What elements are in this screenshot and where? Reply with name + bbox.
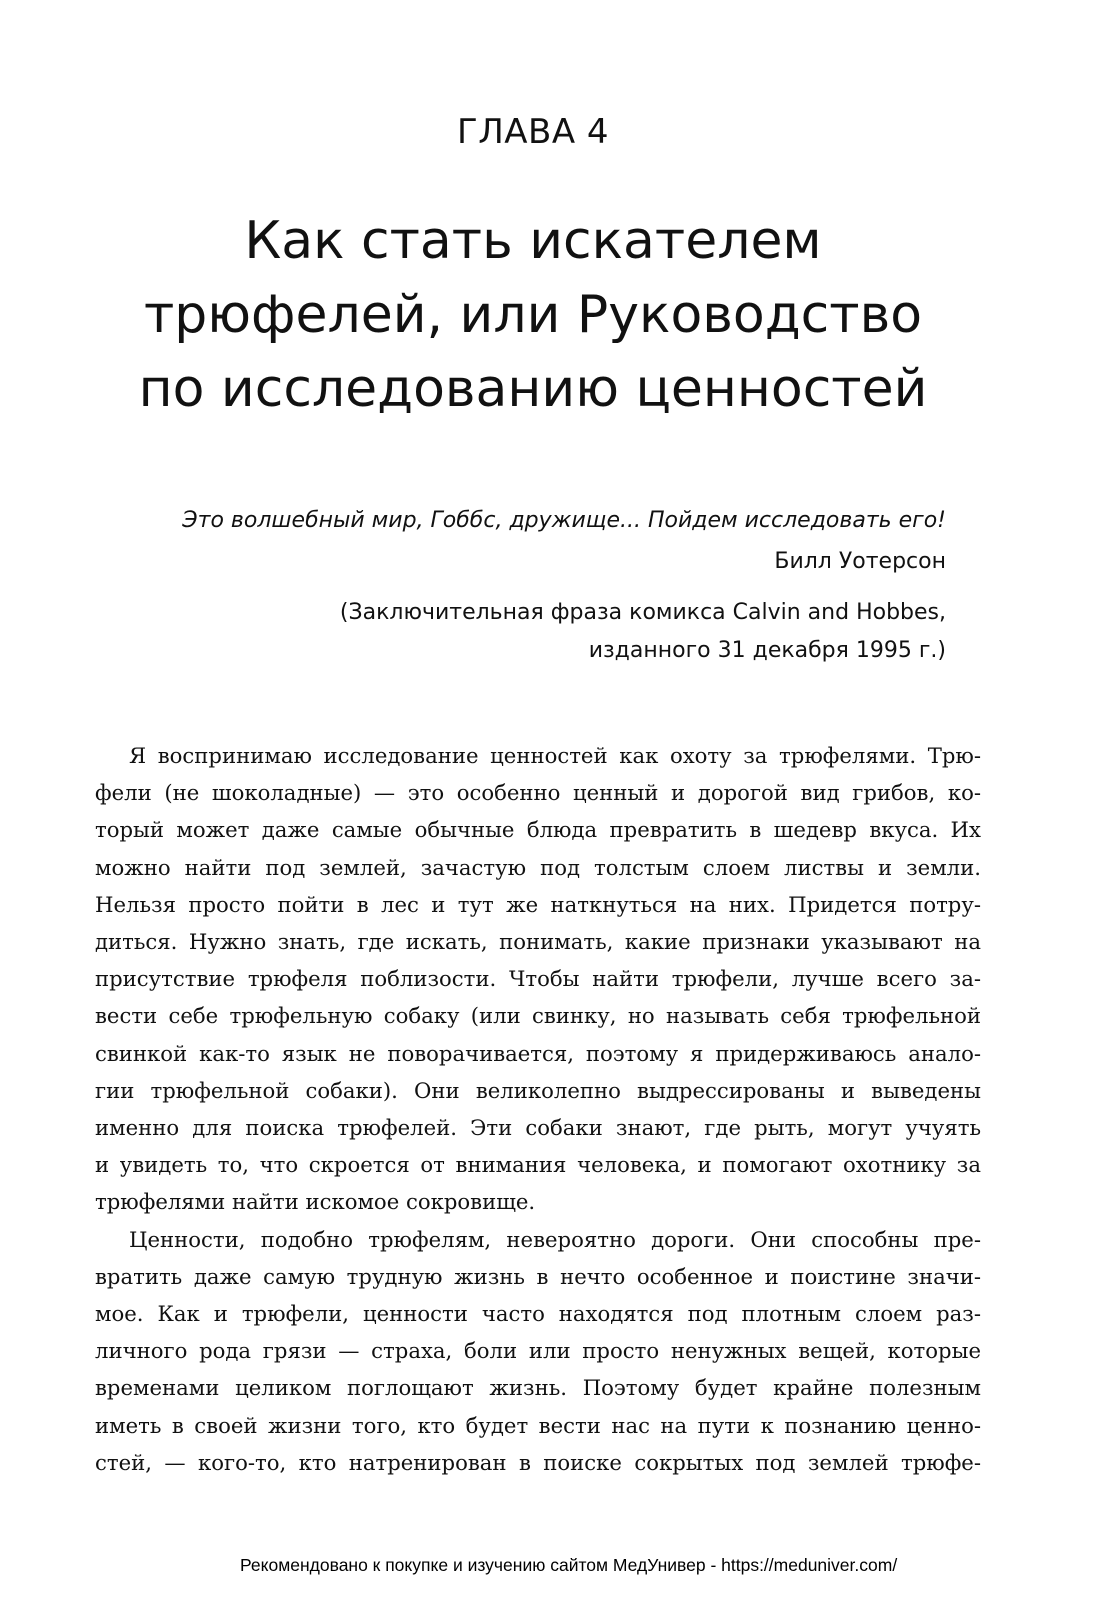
- text-line: вратить даже самую трудную жизнь в нечто особенное и поистине значи-: [95, 1263, 981, 1289]
- text-line: и увидеть то, что скроется от внимания человека, и помогают охотнику за: [95, 1152, 981, 1178]
- text-line: торый может даже самые обычные блюда превратить в шедевр вкуса. Их: [95, 817, 981, 843]
- chapter-title-line: трюфелей, или Руководство: [143, 285, 923, 345]
- text-line: свинкой как-то язык не поворачивается, поэтому я придерживаюсь анало-: [95, 1040, 981, 1066]
- text-line: вести себе трюфельную собаку (или свинку, но называть себя трюфельной: [95, 1003, 981, 1029]
- epigraph-source-line: (Заключительная фраза комикса Calvin and Hobbes,: [339, 600, 946, 625]
- text-line: гии трюфельной собаки). Они великолепно выдрессированы и выведены: [95, 1077, 981, 1103]
- epigraph-source-line: изданного 31 декабря 1995 г.): [588, 638, 946, 663]
- chapter-title-line: по исследованию ценностей: [138, 359, 928, 419]
- text-line: именно для поиска трюфелей. Эти собаки знают, где рыть, могут учуять: [95, 1115, 981, 1141]
- text-line: трюфелями найти искомое сокровище.: [95, 1189, 536, 1215]
- text-line: мое. Как и трюфели, ценности часто находятся под плотным слоем раз-: [95, 1301, 981, 1327]
- paragraph: [95, 737, 981, 1221]
- epigraph: [106, 500, 946, 670]
- chapter-title-line: Как стать искателем: [244, 211, 822, 271]
- epigraph-author: Билл Уотерсон: [774, 549, 946, 574]
- text-line: Нельзя просто пойти в лес и тут же наткнуться на них. Придется потру-: [95, 891, 981, 917]
- paragraph: [95, 1221, 981, 1481]
- text-line: фели (не шоколадные) — это особенно ценный и дорогой вид грибов, ко-: [95, 780, 981, 806]
- text-line: присутствие трюфеля поблизости. Чтобы найти трюфели, лучше всего за-: [95, 966, 981, 992]
- epigraph-quote: Это волшебный мир, Гоббс, дружище... Пойдем исследовать его!: [182, 508, 946, 533]
- footer-recommendation: Рекомендовано к покупке и изучению сайтом МедУнивер - https://meduniver.com/: [240, 1555, 898, 1575]
- text-line: диться. Нужно знать, где искать, понимать, какие признаки указывают на: [95, 929, 981, 955]
- text-line: можно найти под землей, зачастую под толстым слоем листвы и земли.: [95, 854, 981, 880]
- text-line: личного рода грязи — страха, боли или просто ненужных вещей, которые: [95, 1338, 981, 1364]
- text-line: Я воспринимаю исследование ценностей как охоту за трюфелями. Трю-: [129, 743, 981, 768]
- epigraph-source: [106, 594, 946, 670]
- text-line: Ценности, подобно трюфелям, невероятно дороги. Они способны пре-: [129, 1226, 981, 1252]
- text-line: иметь в своей жизни того, кто будет вести нас на пути к познанию ценно-: [95, 1412, 981, 1438]
- text-line: стей, — кого-то, кто натренирован в поиске сокрытых под землей трюфе-: [95, 1449, 981, 1475]
- text-line: временами целиком поглощают жизнь. Поэтому будет крайне полезным: [95, 1375, 981, 1401]
- body-text: [95, 737, 981, 1481]
- chapter-title: [100, 204, 966, 426]
- chapter-label: ГЛАВА 4: [456, 112, 610, 152]
